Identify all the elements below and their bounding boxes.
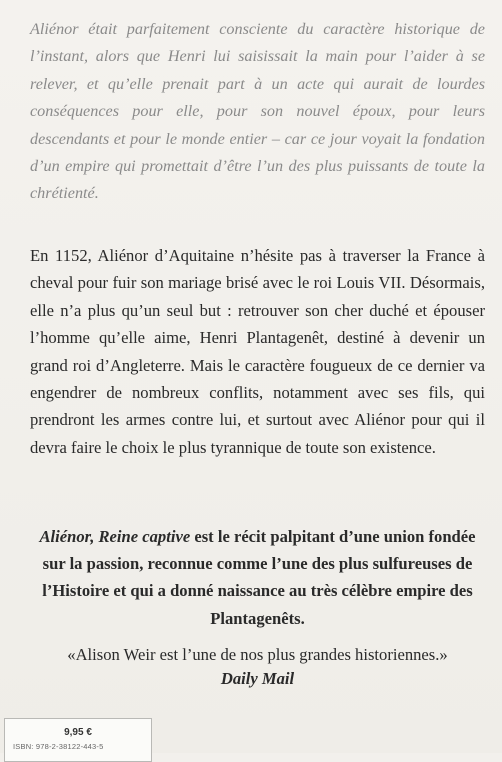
price-sticker [4,718,152,762]
isbn-label: ISBN: 978-2-38122-443-5 [13,742,104,751]
book-summary: En 1152, Aliénor d’Aquitaine n’hésite pas à traverser la France à cheval pour fuir son mariage brisé avec le roi Louis VII. Désormais, elle n’a plus qu’un seul but : retrouver son cher duché et épouser l’homme qu’elle aime, Henri Plantagenêt, destiné à devenir un grand roi d’Angleterre. Mais le caractère fougueux de ce dernier va engendrer de nombreux conflits, notamment avec ses fils, qui prendront les armes contre lui, et surtout avec Aliénor pour qui il devra faire le choix le plus tyrannique de toute son existence. [30,246,485,457]
book-pitch [30,523,485,632]
review-quote: «Alison Weir est l’une de nos plus grandes historiennes.» [67,645,448,664]
book-pitch-text: est le récit palpitant d’une union fondée sur la passion, reconnue comme l’une des plus sulfureuses de l’Histoire et qui a donné naissance au très célèbre empire des Plantagenêts. [42,527,476,628]
price-label: 9,95 € [64,727,92,738]
press-review [30,643,485,691]
book-title: Aliénor, Reine captive [39,527,191,546]
excerpt-quote: Aliénor était parfaitement consciente du caractère historique de l’instant, alors que Henri lui saisissait la main pour l’aider à se relever, et qu’elle prenait part à un acte qui aurait de lourdes conséquences pour elle, pour son nouvel époux, pour leurs descendants et pour le monde entier – car ce jour voyait la fondation d’un empire qui promettait d’être l’un des plus puissants de toute la chrétienté. [30,20,485,203]
review-source: Daily Mail [220,669,295,688]
